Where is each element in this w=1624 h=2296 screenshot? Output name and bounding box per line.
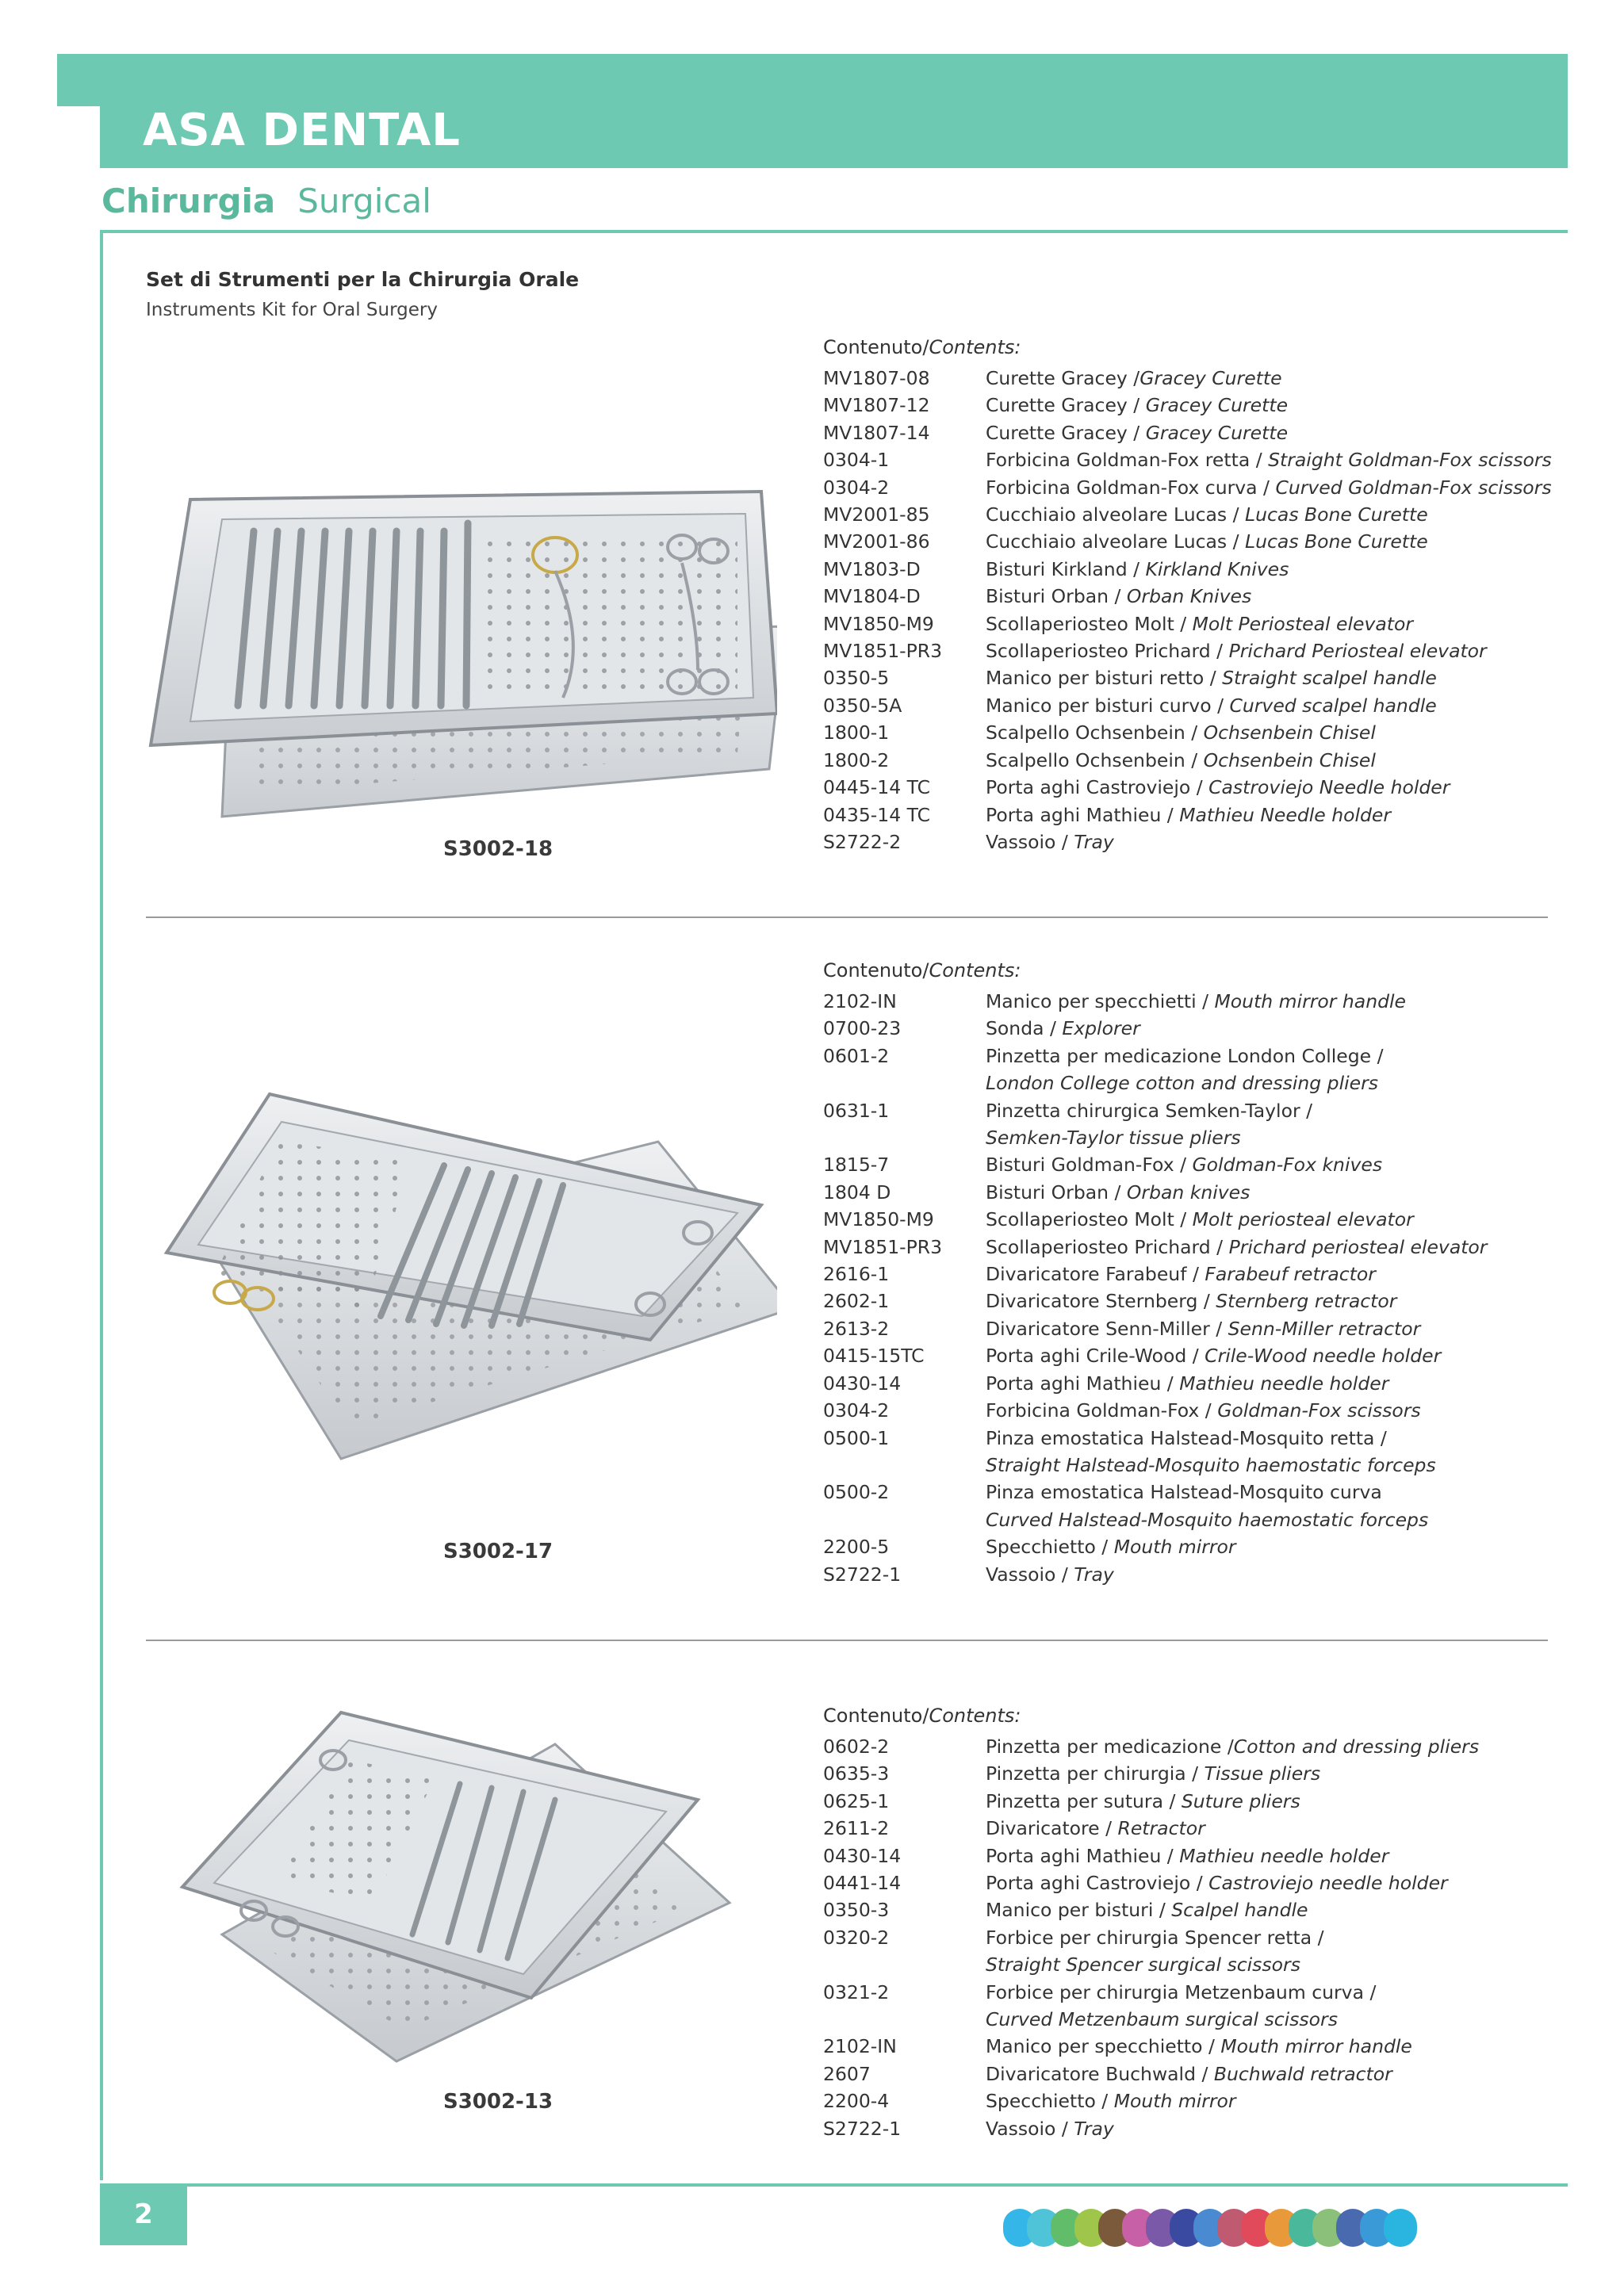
list-item <box>823 474 1553 501</box>
item-name-en: Mouth mirror <box>1113 2090 1236 2113</box>
item-name-it: Manico per bisturi retto / <box>986 667 1223 690</box>
item-name-it: Vassoio / <box>986 1563 1074 1586</box>
item-code: 0304-2 <box>823 476 890 499</box>
list-item <box>823 583 1553 610</box>
item-name-it: Specchietto / <box>986 2090 1114 2113</box>
item-name-en: Gracey Curette <box>1145 421 1289 444</box>
item-name-it: Divaricatore Senn-Miller / <box>986 1317 1228 1340</box>
list-item <box>823 1397 1553 1424</box>
item-description <box>986 365 1553 392</box>
item-name-en: Mouth mirror handle <box>1220 2035 1412 2058</box>
set-code-label: S3002-18 <box>442 837 553 861</box>
item-code: 0635-3 <box>823 1762 890 1785</box>
list-item <box>823 1951 1553 1978</box>
item-description <box>986 1151 1553 1178</box>
list-item <box>823 1234 1553 1261</box>
item-name-it: Curette Gracey / <box>986 367 1140 389</box>
item-code: 2102-IN <box>823 2035 897 2058</box>
item-code: S2722-1 <box>823 2117 902 2140</box>
list-item <box>823 1342 1553 1369</box>
item-code: 2613-2 <box>823 1317 890 1340</box>
item-code: 0625-1 <box>823 1789 890 1812</box>
item-name-it: Pinzetta per medicazione London College / <box>986 1044 1384 1067</box>
list-item <box>823 1206 1553 1233</box>
item-description <box>986 1015 1553 1042</box>
item-name-it: Divaricatore Sternberg / <box>986 1290 1216 1313</box>
kit-subtitle: Instruments Kit for Oral Surgery <box>146 300 438 320</box>
item-name-en: Prichard Periosteal elevator <box>1228 640 1487 663</box>
list-item <box>823 2087 1553 2114</box>
section-title-en: Surgical <box>297 182 431 220</box>
item-code: 0445-14 TC <box>823 776 931 799</box>
list-item <box>823 446 1553 473</box>
frame-bottom-rule <box>100 2183 1568 2187</box>
item-name-en: Curved Metzenbaum surgical scissors <box>986 2008 1338 2031</box>
item-name-en: Tissue pliers <box>1204 1762 1321 1785</box>
frame-left-rule <box>100 230 103 2180</box>
item-code: 0435-14 TC <box>823 803 931 826</box>
item-code: 0601-2 <box>823 1044 890 1067</box>
item-code: 0602-2 <box>823 1735 890 1758</box>
item-name-it: Pinzetta per medicazione / <box>986 1735 1234 1758</box>
list-item <box>823 2033 1553 2060</box>
item-name-it: Cucchiaio alveolare Lucas / <box>986 530 1246 553</box>
item-description <box>986 1097 1553 1124</box>
item-description <box>986 2033 1553 2060</box>
item-description <box>986 637 1553 664</box>
item-name-it: Bisturi Goldman-Fox / <box>986 1154 1193 1177</box>
item-name-en: Gracey Curette <box>1145 394 1289 417</box>
item-description <box>986 1261 1553 1288</box>
item-code: MV1807-12 <box>823 394 930 417</box>
tray-photo-s3002-18 <box>143 444 777 832</box>
item-code: 2611-2 <box>823 1817 890 1840</box>
list-item <box>823 392 1553 419</box>
item-name-it: Manico per bisturi / <box>986 1899 1172 1922</box>
item-name-it: Bisturi Orban / <box>986 1181 1127 1203</box>
list-item <box>823 1370 1553 1397</box>
list-item <box>823 664 1553 691</box>
item-description <box>986 1288 1553 1314</box>
frame-top-rule <box>100 230 1568 233</box>
item-code: 0350-3 <box>823 1899 890 1922</box>
item-description <box>986 528 1553 555</box>
item-name-it: Porta aghi Mathieu / <box>986 1372 1180 1395</box>
list-item <box>823 1315 1553 1342</box>
item-description <box>986 392 1553 419</box>
list-item <box>823 1015 1553 1042</box>
color-chip <box>1384 2209 1417 2247</box>
item-name-it: Forbicina Goldman-Fox / <box>986 1399 1218 1422</box>
item-code: 0500-1 <box>823 1426 890 1449</box>
item-name-en: Ochsenbein Chisel <box>1203 748 1376 771</box>
page-number: 2 <box>100 2183 187 2245</box>
item-code: 0321-2 <box>823 1980 890 2003</box>
item-code: 0631-1 <box>823 1099 890 1122</box>
list-item <box>823 692 1553 719</box>
item-code: 0430-14 <box>823 1372 902 1395</box>
list-item <box>823 365 1553 392</box>
item-description <box>986 1924 1553 1951</box>
item-name-it: Porta aghi Mathieu / <box>986 1844 1180 1867</box>
item-code <box>823 1124 986 1151</box>
item-code <box>823 1951 986 1978</box>
item-name-it: Specchietto / <box>986 1536 1114 1559</box>
item-code <box>823 2006 986 2033</box>
item-name-it: Forbice per chirurgia Metzenbaum curva / <box>986 1980 1377 2003</box>
item-description <box>986 1043 1553 1070</box>
item-code: 0430-14 <box>823 1844 902 1867</box>
list-item <box>823 1869 1553 1896</box>
color-strip-decoration <box>1003 2209 1408 2247</box>
item-code <box>823 1452 986 1479</box>
item-description <box>986 1733 1553 1760</box>
item-description <box>986 1397 1553 1424</box>
list-item <box>823 1479 1553 1506</box>
item-description <box>986 1788 1553 1815</box>
header-accent-tab <box>57 54 105 106</box>
list-item <box>823 2061 1553 2087</box>
item-name-it: Manico per specchietto / <box>986 2035 1221 2058</box>
item-name-en: Sternberg retractor <box>1216 1290 1397 1313</box>
list-item <box>823 802 1553 828</box>
list-item <box>823 719 1553 746</box>
item-name-it: Forbice per chirurgia Spencer retta / <box>986 1926 1324 1949</box>
item-code: 1804 D <box>823 1181 891 1203</box>
item-name-en: Retractor <box>1117 1817 1205 1840</box>
list-item <box>823 1452 1553 1479</box>
list-item <box>823 1733 1553 1760</box>
list-item <box>823 1896 1553 1923</box>
item-code: 0304-2 <box>823 1399 890 1422</box>
item-description <box>986 1206 1553 1233</box>
item-description <box>986 1979 1553 2006</box>
list-item <box>823 1261 1553 1288</box>
item-name-en: Kirkland Knives <box>1145 557 1289 580</box>
item-description <box>986 610 1553 637</box>
item-description <box>986 2087 1553 2114</box>
kit-title: Set di Strumenti per la Chirurgia Orale <box>146 268 580 291</box>
item-description <box>986 664 1553 691</box>
item-name-it: Porta aghi Castroviejo / <box>986 776 1209 799</box>
item-description <box>986 2115 1553 2142</box>
item-description <box>986 1179 1553 1206</box>
item-name-en: Castroviejo needle holder <box>1208 1872 1448 1895</box>
item-code: MV2001-85 <box>823 503 930 526</box>
item-name-en: Orban knives <box>1126 1181 1251 1203</box>
item-name-it: Pinzetta per sutura / <box>986 1789 1182 1812</box>
item-name-en: Prichard periosteal elevator <box>1228 1235 1488 1258</box>
item-name-en: Farabeuf retractor <box>1205 1263 1376 1286</box>
section-divider <box>146 1640 1548 1641</box>
item-name-en: Scalpel handle <box>1171 1899 1308 1922</box>
item-description <box>986 1124 1553 1151</box>
item-name-en: Mouth mirror handle <box>1214 990 1407 1012</box>
item-name-en: Gracey Curette <box>1139 367 1282 389</box>
item-name-en: Straight Halstead-Mosquito haemostatic forceps <box>986 1453 1436 1476</box>
item-name-en: Semken-Taylor tissue pliers <box>986 1127 1241 1150</box>
item-name-en: Tray <box>1074 1563 1114 1586</box>
item-description <box>986 1506 1553 1533</box>
item-name-it: Divaricatore / <box>986 1817 1118 1840</box>
item-name-en: Curved Halstead-Mosquito haemostatic forceps <box>986 1508 1429 1531</box>
item-code: MV1807-08 <box>823 367 930 389</box>
item-description <box>986 2061 1553 2087</box>
list-item <box>823 774 1553 801</box>
item-description <box>986 692 1553 719</box>
item-description <box>986 719 1553 746</box>
item-name-en: Molt periosteal elevator <box>1192 1208 1414 1231</box>
item-description <box>986 1342 1553 1369</box>
item-name-en: Ochsenbein Chisel <box>1203 721 1376 744</box>
list-item <box>823 637 1553 664</box>
item-name-en: Castroviejo Needle holder <box>1208 776 1450 799</box>
item-name-it: Scollaperiosteo Molt / <box>986 612 1193 635</box>
item-name-it: Pinza emostatica Halstead-Mosquito curva <box>986 1481 1382 1504</box>
item-code <box>823 1506 986 1533</box>
item-name-it: Manico per specchietti / <box>986 990 1215 1012</box>
item-description <box>986 1760 1553 1787</box>
item-code: 0320-2 <box>823 1926 890 1949</box>
item-name-en: Mathieu Needle holder <box>1179 803 1392 826</box>
item-description <box>986 1561 1553 1588</box>
list-item <box>823 1151 1553 1178</box>
item-name-en: Lucas Bone Curette <box>1245 530 1428 553</box>
brand-logo: ASA DENTAL <box>143 105 461 156</box>
item-name-it: Pinzetta per chirurgia / <box>986 1762 1205 1785</box>
item-description <box>986 1070 1553 1096</box>
list-item <box>823 610 1553 637</box>
item-code: 1800-1 <box>823 721 890 744</box>
section-title-it: Chirurgia <box>102 182 276 220</box>
item-name-en: Cotton and dressing pliers <box>1233 1735 1480 1758</box>
list-item <box>823 1533 1553 1560</box>
item-name-it: Divaricatore Buchwald / <box>986 2062 1214 2085</box>
item-description <box>986 747 1553 774</box>
list-item <box>823 1843 1553 1869</box>
item-code: S2722-2 <box>823 830 902 853</box>
list-item <box>823 528 1553 555</box>
item-code: 2602-1 <box>823 1290 890 1313</box>
list-item <box>823 1506 1553 1533</box>
item-description <box>986 556 1553 583</box>
list-item <box>823 1425 1553 1452</box>
item-description <box>986 1234 1553 1261</box>
list-item <box>823 828 1553 855</box>
list-item <box>823 419 1553 446</box>
contents-heading: Contenuto/Contents: <box>823 336 1021 358</box>
item-code: MV1803-D <box>823 557 921 580</box>
item-name-en: Goldman-Fox knives <box>1192 1154 1383 1177</box>
item-name-en: Straight scalpel handle <box>1222 667 1437 690</box>
item-name-it: Bisturi Orban / <box>986 585 1127 608</box>
item-description <box>986 828 1553 855</box>
item-name-en: Goldman-Fox scissors <box>1217 1399 1421 1422</box>
item-name-it: Vassoio / <box>986 2117 1074 2140</box>
item-name-it: Pinza emostatica Halstead-Mosquito retta / <box>986 1426 1387 1449</box>
item-description <box>986 1370 1553 1397</box>
item-name-it: Manico per bisturi curvo / <box>986 694 1230 717</box>
item-name-en: Tray <box>1074 830 1114 853</box>
item-name-en: Straight Goldman-Fox scissors <box>1268 449 1552 472</box>
item-name-it: Curette Gracey / <box>986 421 1146 444</box>
item-code: S2722-1 <box>823 1563 902 1586</box>
item-name-it: Forbicina Goldman-Fox retta / <box>986 449 1269 472</box>
item-code: 1800-2 <box>823 748 890 771</box>
item-description <box>986 2006 1553 2033</box>
item-name-en: London College cotton and dressing pliers <box>986 1072 1378 1095</box>
list-item <box>823 501 1553 528</box>
tray-photo-s3002-17 <box>143 1078 777 1475</box>
item-name-en: Curved scalpel handle <box>1229 694 1437 717</box>
item-code: 2607 <box>823 2062 871 2085</box>
section-divider <box>146 916 1548 918</box>
item-name-en: Mathieu needle holder <box>1179 1372 1389 1395</box>
item-code: MV2001-86 <box>823 530 930 553</box>
list-item <box>823 1288 1553 1314</box>
list-item <box>823 1815 1553 1842</box>
item-name-en: Explorer <box>1062 1017 1140 1040</box>
set-code-label: S3002-13 <box>442 2090 553 2114</box>
item-code: 0500-2 <box>823 1481 890 1504</box>
item-name-it: Forbicina Goldman-Fox curva / <box>986 476 1276 499</box>
item-name-en: Suture pliers <box>1181 1789 1300 1812</box>
item-description <box>986 446 1553 473</box>
item-code: MV1850-M9 <box>823 612 934 635</box>
item-description <box>986 474 1553 501</box>
item-description <box>986 1452 1553 1479</box>
item-name-it: Porta aghi Mathieu / <box>986 803 1180 826</box>
item-code: 2200-4 <box>823 2090 890 2113</box>
list-item <box>823 1924 1553 1951</box>
item-code: 2200-5 <box>823 1536 890 1559</box>
item-description <box>986 1896 1553 1923</box>
item-description <box>986 988 1553 1015</box>
item-name-it: Curette Gracey / <box>986 394 1146 417</box>
item-code: 2616-1 <box>823 1263 890 1286</box>
item-name-en: Orban Knives <box>1126 585 1252 608</box>
item-name-en: Tray <box>1074 2117 1114 2140</box>
item-code: 0441-14 <box>823 1872 902 1895</box>
item-description <box>986 583 1553 610</box>
item-name-en: Buchwald retractor <box>1213 2062 1392 2085</box>
list-item <box>823 2115 1553 2142</box>
list-item <box>823 2006 1553 2033</box>
item-description <box>986 501 1553 528</box>
item-name-it: Pinzetta chirurgica Semken-Taylor / <box>986 1099 1312 1122</box>
item-code: 0350-5A <box>823 694 902 717</box>
list-item <box>823 1070 1553 1096</box>
item-description <box>986 1425 1553 1452</box>
item-name-en: Curved Goldman-Fox scissors <box>1275 476 1552 499</box>
item-name-it: Scollaperiosteo Prichard / <box>986 640 1229 663</box>
item-name-it: Bisturi Kirkland / <box>986 557 1146 580</box>
item-code: 0304-1 <box>823 449 890 472</box>
list-item <box>823 1760 1553 1787</box>
item-code: MV1851-PR3 <box>823 640 943 663</box>
item-code: MV1851-PR3 <box>823 1235 943 1258</box>
item-code: 0350-5 <box>823 667 890 690</box>
list-item <box>823 1097 1553 1124</box>
list-item <box>823 1561 1553 1588</box>
list-item <box>823 1124 1553 1151</box>
list-item <box>823 1179 1553 1206</box>
section-title <box>102 179 431 224</box>
item-name-it: Divaricatore Farabeuf / <box>986 1263 1205 1286</box>
item-description <box>986 1479 1553 1506</box>
item-name-it: Sonda / <box>986 1017 1063 1040</box>
contents-list <box>823 365 1553 855</box>
item-name-en: Molt Periosteal elevator <box>1192 612 1414 635</box>
item-name-en: Straight Spencer surgical scissors <box>986 1954 1300 1976</box>
item-name-en: Mouth mirror <box>1113 1536 1236 1559</box>
item-code: MV1850-M9 <box>823 1208 934 1231</box>
item-description <box>986 1869 1553 1896</box>
list-item <box>823 556 1553 583</box>
set-code-label: S3002-17 <box>442 1540 553 1563</box>
item-name-it: Cucchiaio alveolare Lucas / <box>986 503 1246 526</box>
item-name-en: Crile-Wood needle holder <box>1205 1345 1442 1368</box>
item-description <box>986 1951 1553 1978</box>
item-description <box>986 1533 1553 1560</box>
item-code: 2102-IN <box>823 990 897 1012</box>
contents-heading: Contenuto/Contents: <box>823 959 1021 982</box>
item-description <box>986 419 1553 446</box>
contents-heading: Contenuto/Contents: <box>823 1705 1021 1727</box>
item-code: MV1804-D <box>823 585 921 608</box>
item-name-it: Scalpello Ochsenbein / <box>986 721 1204 744</box>
item-name-it: Porta aghi Castroviejo / <box>986 1872 1209 1895</box>
item-description <box>986 774 1553 801</box>
item-description <box>986 1843 1553 1869</box>
item-name-it: Scollaperiosteo Prichard / <box>986 1235 1229 1258</box>
item-description <box>986 1815 1553 1842</box>
item-description <box>986 802 1553 828</box>
item-code: 0415-15TC <box>823 1345 925 1368</box>
list-item <box>823 1043 1553 1070</box>
list-item <box>823 988 1553 1015</box>
contents-list <box>823 1733 1553 2142</box>
item-code <box>823 1070 986 1096</box>
item-code: 1815-7 <box>823 1154 890 1177</box>
item-code: MV1807-14 <box>823 421 930 444</box>
list-item <box>823 1788 1553 1815</box>
item-name-en: Mathieu needle holder <box>1179 1844 1389 1867</box>
item-name-it: Porta aghi Crile-Wood / <box>986 1345 1205 1368</box>
item-name-en: Lucas Bone Curette <box>1245 503 1428 526</box>
item-name-en: Senn-Miller retractor <box>1228 1317 1421 1340</box>
item-name-it: Scollaperiosteo Molt / <box>986 1208 1193 1231</box>
list-item <box>823 1979 1553 2006</box>
item-description <box>986 1315 1553 1342</box>
contents-list <box>823 988 1553 1588</box>
item-code: 0700-23 <box>823 1017 902 1040</box>
item-name-it: Vassoio / <box>986 830 1074 853</box>
list-item <box>823 747 1553 774</box>
item-name-it: Scalpello Ochsenbein / <box>986 748 1204 771</box>
tray-photo-s3002-13 <box>174 1697 745 2077</box>
